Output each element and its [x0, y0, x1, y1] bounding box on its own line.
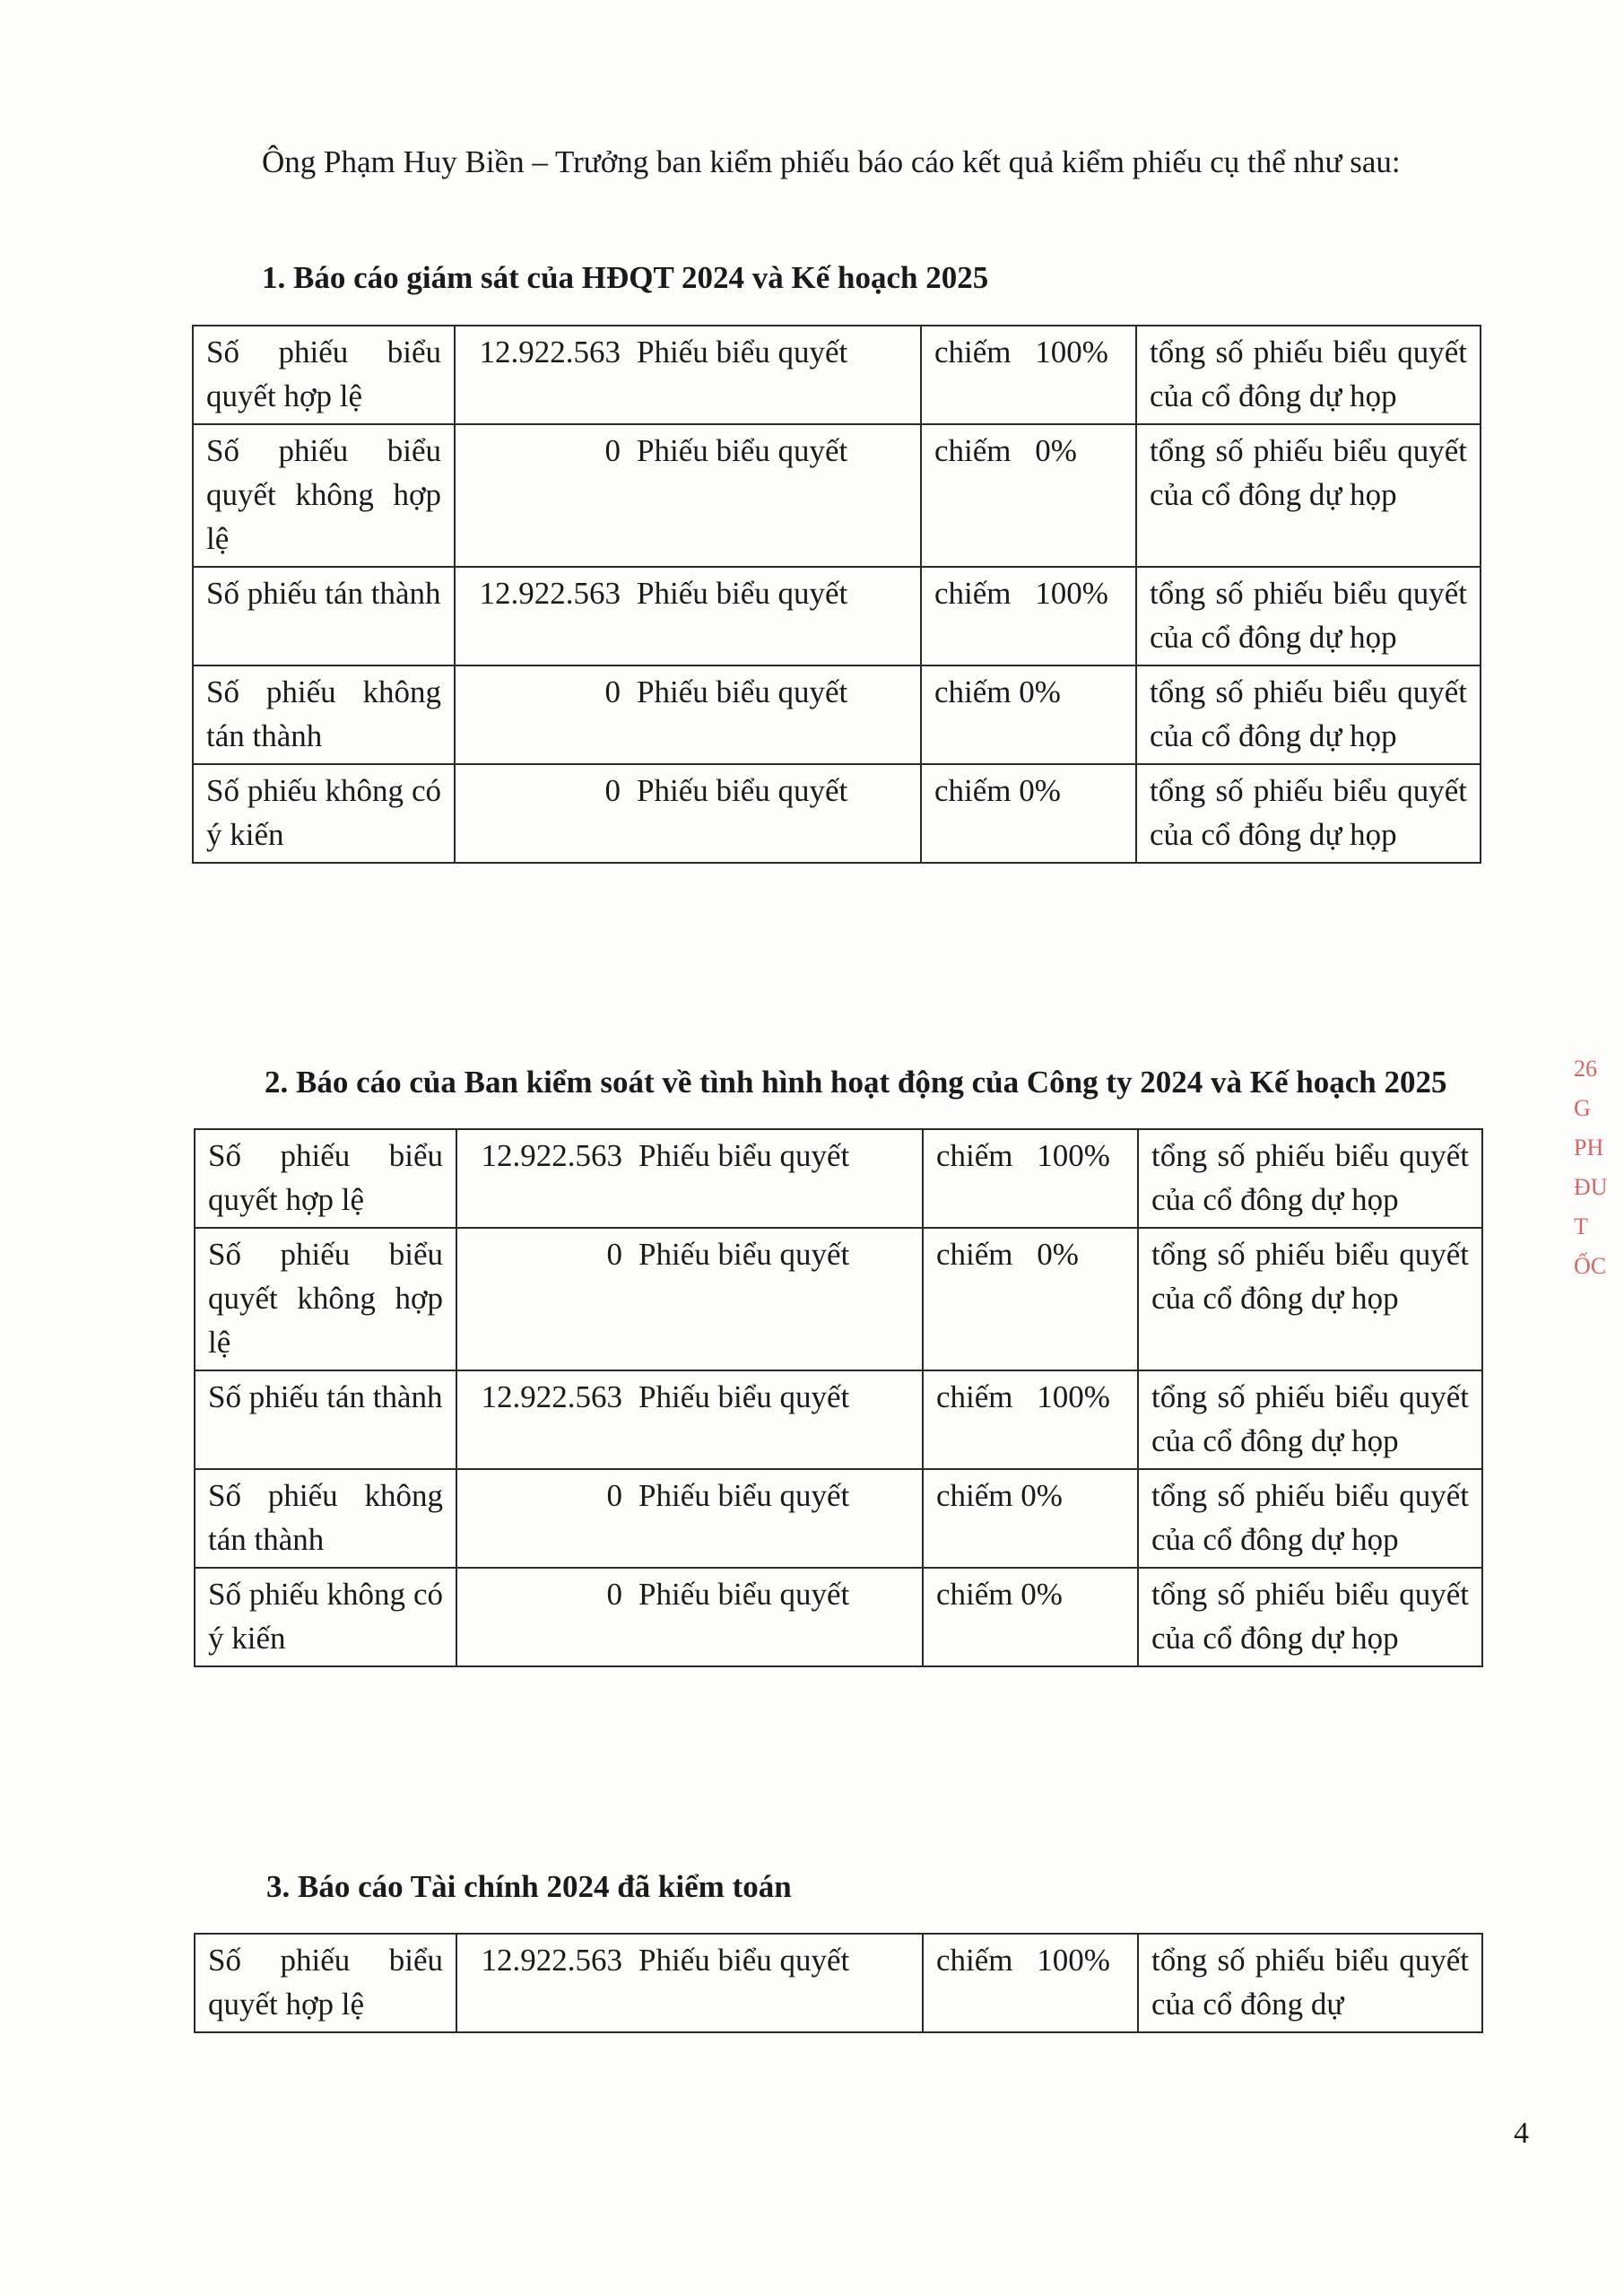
- vote-count-cell: [456, 1568, 923, 1666]
- vote-unit: Phiếu biểu quyết: [638, 1478, 850, 1513]
- stamp-text: PH: [1574, 1135, 1604, 1161]
- vote-unit: Phiếu biểu quyết: [637, 335, 848, 370]
- share-word: chiếm: [936, 1478, 1013, 1513]
- vote-share-cell: [923, 1934, 1138, 2032]
- vote-count-cell: [455, 764, 921, 863]
- vote-count: 0: [606, 1478, 622, 1513]
- vote-total-desc: tổng số phiếu biểu quyết của cổ đông dự họp: [1138, 1129, 1482, 1228]
- vote-share-cell: [923, 1129, 1138, 1228]
- vote-count: 12.922.563: [479, 335, 621, 370]
- table-row: [195, 1934, 1482, 2032]
- vote-share-cell: [921, 567, 1136, 665]
- vote-count: 0: [606, 1237, 622, 1272]
- table-row: [193, 665, 1481, 764]
- vote-total-desc: tổng số phiếu biểu quyết của cổ đông dự họp: [1138, 1370, 1482, 1469]
- vote-count-cell: [456, 1228, 923, 1370]
- table-row: [193, 424, 1481, 567]
- vote-share-cell: [921, 326, 1136, 424]
- vote-count: 0: [606, 1577, 622, 1612]
- stamp-text: 26: [1574, 1056, 1597, 1082]
- red-stamp-fragment: [1574, 1049, 1619, 1286]
- share-word: chiếm: [934, 433, 1012, 468]
- table-row: [195, 1370, 1482, 1469]
- intro-paragraph: [204, 140, 1523, 185]
- vote-total-desc: tổng số phiếu biểu quyết của cổ đông dự họp: [1136, 567, 1481, 665]
- vote-count: 12.922.563: [481, 1379, 622, 1414]
- vote-share: 100%: [1037, 1379, 1110, 1414]
- row-label: Số phiếu không tán thành: [193, 665, 455, 764]
- vote-share-cell: [923, 1469, 1138, 1568]
- vote-unit: Phiếu biểu quyết: [638, 1237, 850, 1272]
- row-label: Số phiếu không tán thành: [195, 1469, 456, 1568]
- row-label: Số phiếu biểu quyết hợp lệ: [195, 1934, 456, 2032]
- vote-share: 100%: [1037, 1138, 1110, 1173]
- table-row: [195, 1568, 1482, 1666]
- vote-table-2: [194, 1128, 1483, 1667]
- stamp-text: T: [1574, 1213, 1588, 1239]
- intro-text: Ông Phạm Huy Biền – Trưởng ban kiểm phiếu báo cáo kết quả kiểm phiếu cụ thể như sau:: [262, 144, 1401, 179]
- row-label: Số phiếu không có ý kiến: [193, 764, 455, 863]
- row-label: Số phiếu biểu quyết hợp lệ: [195, 1129, 456, 1228]
- table-row: [195, 1469, 1482, 1568]
- vote-table-3: [194, 1933, 1483, 2033]
- vote-share-cell: [923, 1568, 1138, 1666]
- vote-unit: Phiếu biểu quyết: [637, 576, 848, 611]
- vote-share: 0%: [1020, 1577, 1063, 1612]
- share-word: chiếm: [936, 1379, 1013, 1414]
- vote-count: 0: [604, 773, 621, 808]
- vote-unit: Phiếu biểu quyết: [637, 773, 848, 808]
- vote-count: 12.922.563: [479, 576, 621, 611]
- vote-unit: Phiếu biểu quyết: [638, 1379, 850, 1414]
- row-label: Số phiếu tán thành: [195, 1370, 456, 1469]
- vote-count: 0: [604, 674, 621, 709]
- share-word: chiếm: [934, 773, 1012, 808]
- vote-share: 0%: [1020, 1478, 1063, 1513]
- vote-count-cell: [455, 424, 921, 567]
- row-label: Số phiếu biểu quyết không hợp lệ: [195, 1228, 456, 1370]
- vote-total-desc: tổng số phiếu biểu quyết của cổ đông dự họp: [1136, 764, 1481, 863]
- table-row: [193, 567, 1481, 665]
- vote-count-cell: [456, 1370, 923, 1469]
- vote-count: 12.922.563: [481, 1138, 622, 1173]
- vote-unit: Phiếu biểu quyết: [638, 1943, 850, 1978]
- vote-share: 0%: [1019, 773, 1061, 808]
- share-word: chiếm: [936, 1237, 1013, 1272]
- stamp-text: ỐC: [1574, 1253, 1607, 1279]
- vote-share: 0%: [1037, 1237, 1079, 1272]
- vote-total-desc: tổng số phiếu biểu quyết của cổ đông dự: [1138, 1934, 1482, 2032]
- vote-share: 0%: [1035, 433, 1077, 468]
- vote-total-desc: tổng số phiếu biểu quyết của cổ đông dự họp: [1138, 1228, 1482, 1370]
- vote-unit: Phiếu biểu quyết: [637, 433, 848, 468]
- share-word: chiếm: [934, 674, 1012, 709]
- vote-total-desc: tổng số phiếu biểu quyết của cổ đông dự họp: [1138, 1469, 1482, 1568]
- vote-count-cell: [456, 1129, 923, 1228]
- vote-share-cell: [923, 1228, 1138, 1370]
- vote-count-cell: [455, 326, 921, 424]
- stamp-text: G: [1574, 1095, 1591, 1121]
- stamp-text: ĐU: [1574, 1174, 1608, 1200]
- share-word: chiếm: [936, 1943, 1013, 1978]
- row-label: Số phiếu tán thành: [193, 567, 455, 665]
- share-word: chiếm: [934, 335, 1012, 370]
- section-heading-1: 1. Báo cáo giám sát của HĐQT 2024 và Kế hoạch 2025: [262, 260, 989, 295]
- vote-unit: Phiếu biểu quyết: [638, 1577, 850, 1612]
- vote-total-desc: tổng số phiếu biểu quyết của cổ đông dự họp: [1136, 424, 1481, 567]
- table-row: [193, 326, 1481, 424]
- vote-unit: Phiếu biểu quyết: [637, 674, 848, 709]
- vote-count-cell: [456, 1469, 923, 1568]
- vote-count-cell: [456, 1934, 923, 2032]
- row-label: Số phiếu không có ý kiến: [195, 1568, 456, 1666]
- vote-count-cell: [455, 567, 921, 665]
- vote-share-cell: [921, 665, 1136, 764]
- vote-share: 100%: [1037, 1943, 1110, 1978]
- vote-count-cell: [455, 665, 921, 764]
- table-row: [193, 764, 1481, 863]
- vote-share-cell: [921, 764, 1136, 863]
- table-row: [195, 1228, 1482, 1370]
- row-label: Số phiếu biểu quyết hợp lệ: [193, 326, 455, 424]
- vote-share: 0%: [1019, 674, 1061, 709]
- vote-count: 12.922.563: [481, 1943, 622, 1978]
- vote-share: 100%: [1035, 335, 1108, 370]
- vote-table-1: [192, 325, 1481, 864]
- vote-share: 100%: [1035, 576, 1108, 611]
- vote-total-desc: tổng số phiếu biểu quyết của cổ đông dự họp: [1136, 326, 1481, 424]
- table-row: [195, 1129, 1482, 1228]
- share-word: chiếm: [934, 576, 1012, 611]
- vote-count: 0: [604, 433, 621, 468]
- vote-share-cell: [923, 1370, 1138, 1469]
- vote-unit: Phiếu biểu quyết: [638, 1138, 850, 1173]
- vote-share-cell: [921, 424, 1136, 567]
- section-heading-2: 2. Báo cáo của Ban kiểm soát về tình hình hoạt động của Công ty 2024 và Kế hoạch 2025: [265, 1065, 1447, 1100]
- page-number: 4: [1514, 2117, 1529, 2150]
- vote-total-desc: tổng số phiếu biểu quyết của cổ đông dự họp: [1138, 1568, 1482, 1666]
- share-word: chiếm: [936, 1577, 1013, 1612]
- section-heading-3: 3. Báo cáo Tài chính 2024 đã kiểm toán: [266, 1869, 792, 1904]
- share-word: chiếm: [936, 1138, 1013, 1173]
- row-label: Số phiếu biểu quyết không hợp lệ: [193, 424, 455, 567]
- vote-total-desc: tổng số phiếu biểu quyết của cổ đông dự họp: [1136, 665, 1481, 764]
